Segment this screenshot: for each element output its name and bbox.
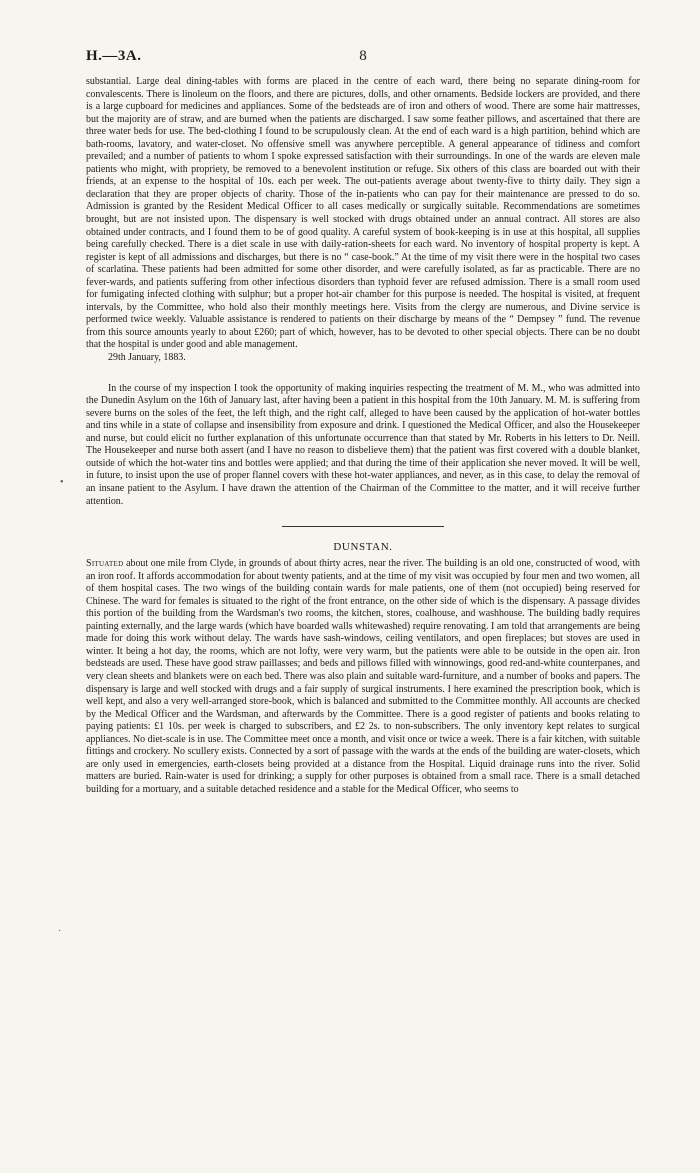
hospital-report-paragraph: substantial. Large deal dining-tables with forms are placed in the centre of each ward, there being no separate dining-room for convalescents. There is linoleum on the floors, and there are pictures, dolls, and other ornaments. Bedside lockers are provided, and there is a large cupboard for medicines and appliances. Some of the bedsteads are of iron and others of wood. There are some hair mattresses, but the majority are of straw, and are burned when the patients are discharged. I saw some feather pillows, and ascertained that there are three water beds for use. The bed-clothing I found to be scrupulously clean. At the end of each ward is a high partition, behind which are bath-rooms, lavatory, and water-closet. No offensive smell was anywhere perceptible. A general appearance of tidiness and comfort prevailed; and a number of patients to whom I spoke expressed satisfaction with their surroundings. In one of the wards are eleven male patients who might, with propriety, be removed to a benevolent institution or refuge. Six others of this class are boarded out with their friends, at an expense to the hospital of 10s. each per week. The out-patients average about twenty-five to thirty daily. They sign a declaration that they are proper objects of charity. Those of the in-patients who can pay for their maintenance are pressed to do so. Admission is granted by the Resident Medical Officer to all cases medically or surgically suitable. Recommendations are sometimes brought, but are not insisted upon. The dispensary is well stocked with drugs obtained under an annual contract. All stores are also obtained under contracts, and I found them to be of good quality. A careful system of book-keeping is in use at this hospital, all supplies being carefully checked. There is a diet scale in use with daily-ration-sheets for each ward. No inventory of hospital property is kept. A register is kept of all admissions and discharges, but there is no “ case-book.” At the time of my visit there were in the hospital two cases of scarlatina. These patients had been admitted for some other disorder, and were carefully isolated, as far as practicable. There are no fever-wards, and patients suffering from other infectious disorders than typhoid fever are refused admission. There is a small room used for fumigating infected clothing with sulphur; but a proper hot-air chamber for this purpose is needed. The hospital is visited, at frequent intervals, by the Committee, who hold also their monthly meetings here. Visits from the clergy are numerous, and Divine service is performed twice weekly. Valuable assistance is rendered to patients on their discharge by means of the “ Dempsey ” fund. The revenue from this source amounts yearly to about £260; part of which, however, has to be devoted to other special objects. There can be no doubt that the hospital is under good and able management.	[86, 76, 640, 351]
section-divider	[282, 526, 444, 527]
dunstan-paragraph	[86, 558, 640, 796]
page-number: 8	[359, 48, 367, 64]
spacer	[86, 365, 640, 383]
section-lead-word: Situated	[86, 558, 124, 570]
dunstan-body-text: about one mile from Clyde, in grounds of about thirty acres, near the river. The building is an old one, constructed of wood, with an iron roof. It affords accommodation for about twenty patients, and at the time of my visit was occupied by four men and two women, all of them hospital cases. The two wings of the building contain wards for male patients, one of them (not occupied) being reserved for Chinese. The ward for females is situated to the right of the front entrance, on the other side of which is the dispensary. A passage divides this portion of the building from the Wardsman's two rooms, the kitchen, stores, coalhouse, and washhouse. The building badly requires painting externally, and the large wards (which have boarded walls whitewashed) require renovating. I am told that arrangements are being made for doing this work without delay. The wards have sash-windows, ceiling ventilators, and open fireplaces; but stoves are used in winter. It being a hot day, the rooms, which are not lofty, were very warm, but the patients were able to be outside in the open air. Iron bedsteads are used. These have good straw paillasses; and beds and pillows filled with winnowings, good red-and-white counterpanes, and very clean sheets and blankets were on each bed. There was also plain and suitable ward-furniture, and a number of books and papers. The dispensary is large and well stocked with drugs and a fair supply of surgical instruments. I here examined the prescription book, which is well kept, and also a very well-arranged store-book, which is balanced and submitted to the Committee monthly. All accounts are checked by the Medical Officer and the Wardsman, and afterwards by the Committee. There is a good register of patients and books relating to paying patients: £1 10s. per week is charged to subscribers, and £2 2s. to non-subscribers. The only inventory kept relates to surgical appliances. No diet-scale is in use. The Committee meet once a month, and visit once or twice a week. There is a fair kitchen, with suitable fittings and crockery. No scullery exists. Connected by a sort of passage with the wards at the ends of the building are water-closets, which are only used in emergencies, earth-closets being provided at a distance from the Hospital. Liquid drainage runs into the river. Solid matters are buried. Rain-water is used for drinking; a supply for other purposes is obtained from a small race. There is a small detached building for a mortuary, and a suitable detached residence and a stable for the Medical Officer, who seems to	[86, 558, 640, 795]
asylum-inquiry-paragraph: In the course of my inspection I took the opportunity of making inquiries respecting the treatment of M. M., who was admitted into the Dunedin Asylum on the 16th of January last, after having been a patient in this hospital from the 10th January. M. M. is suffering from severe burns on the soles of the feet, the left thigh, and the right calf, alleged to have been caused by the application of hot-water bottles and tins while in a state of collapse and insensibility from exposure and drink. I questioned the Medical Officer, and also the Housekeeper and nurse, but could elicit no further explanation of this unfortunate occurrence than that stated by Mr. Roberts in his letters to Dr. Neill. The Housekeeper and nurse both assert (and I have no reason to disbelieve them) that the patient was first covered with a double blanket, outside of which the hot-water tins and bottles were applied; and that during the time of their application she never moved. It will be well, in future, to insist upon the use of proper flannel covers with these hot-water appliances, and never, as in this case, to delay the removal of an insane patient to the Asylum. I have drawn the attention of the Chairman of the Committee to the matter, and it will receive further attention.	[86, 382, 640, 507]
document-reference: H.—3A.	[86, 48, 142, 64]
margin-mark: ·	[58, 926, 62, 937]
margin-mark: •	[60, 477, 64, 488]
page-header	[86, 48, 640, 76]
report-date: 29th January, 1883.	[108, 352, 186, 364]
section-title-dunstan: DUNSTAN.	[333, 541, 393, 554]
